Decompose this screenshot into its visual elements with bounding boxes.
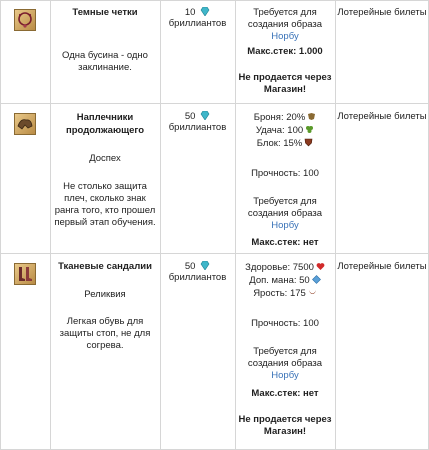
stat-rage: Ярость: 175 (236, 287, 334, 300)
requirement: Требуется для создания образа Норбу (247, 7, 323, 42)
stat-luck: Удача: 100 (236, 124, 334, 137)
price-amount: 10 (184, 7, 196, 18)
item-source: Лотерейные билеты (337, 111, 427, 122)
shield-icon (304, 138, 313, 147)
not-sold-note: Не продается через Магазин! (238, 72, 332, 95)
item-description: Одна бусина - одно заклинание. (62, 50, 148, 73)
item-name: Наплечники продолжающего (65, 112, 145, 136)
not-sold-note: Не продается через Магазин! (238, 414, 332, 437)
requirement-link[interactable]: Норбу (271, 31, 299, 42)
item-description: Легкая обувь для защиты стоп, не для согрева. (59, 316, 151, 351)
price (161, 7, 234, 29)
max-stack: Макс.стек: нет (251, 237, 319, 248)
clover-icon (305, 125, 314, 134)
item-description: Не столько защита плеч, сколько знак ранга того, кто прошел первый этап обучения. (54, 181, 156, 228)
item-name: Темные четки (72, 7, 138, 18)
item-category: Доспех (89, 153, 121, 164)
price-amount: 50 (184, 261, 196, 272)
stat-health: Здоровье: 7500 (236, 261, 334, 274)
diamond-icon (200, 261, 210, 270)
requirement-link[interactable]: Норбу (271, 370, 299, 381)
mana-icon (312, 275, 321, 284)
heart-icon (316, 262, 325, 271)
price-unit: бриллиантов (168, 272, 227, 283)
requirement: Требуется для создания образа Норбу (247, 196, 323, 231)
durability: Прочность: 100 (251, 168, 319, 179)
diamond-icon (200, 7, 210, 16)
max-stack: Макс.стек: нет (251, 388, 319, 399)
requirement-link[interactable]: Норбу (271, 220, 299, 231)
boots-icon (14, 263, 36, 285)
item-name: Тканевые сандалии (58, 261, 152, 272)
shoulder-pads-icon (14, 113, 36, 135)
prayer-beads-icon (14, 9, 36, 31)
stat-mana: Доп. мана: 50 (236, 274, 334, 287)
price-unit: бриллиантов (168, 18, 227, 29)
item-source: Лотерейные билеты (337, 261, 427, 272)
max-stack: Макс.стек: 1.000 (247, 46, 323, 57)
stats (236, 261, 334, 300)
price-unit: бриллиантов (168, 122, 227, 133)
price (161, 111, 234, 133)
item-category: Реликвия (84, 289, 126, 300)
stat-armor: Броня: 20% (236, 111, 334, 124)
requirement: Требуется для создания образа Норбу (247, 346, 323, 381)
horns-icon (308, 288, 317, 297)
stats (236, 111, 334, 150)
durability: Прочность: 100 (251, 318, 319, 329)
armor-icon (307, 112, 316, 121)
price-amount: 50 (184, 111, 196, 122)
price (161, 261, 234, 283)
diamond-icon (200, 111, 210, 120)
stat-block: Блок: 15% (236, 137, 334, 150)
item-source: Лотерейные билеты (337, 7, 427, 18)
